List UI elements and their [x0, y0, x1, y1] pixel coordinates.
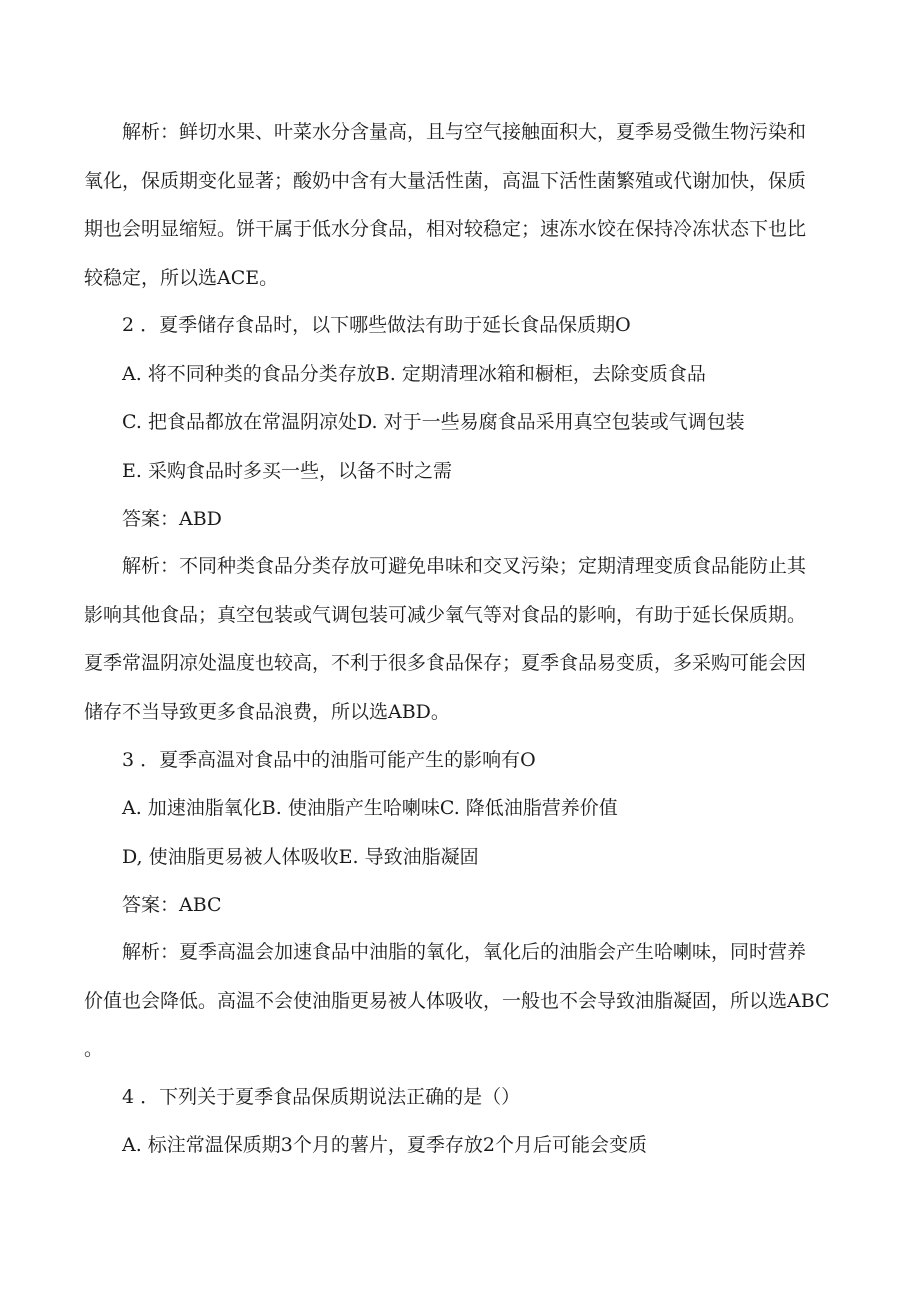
question-3-analysis: [84, 928, 844, 1074]
question-3-analysis-line-1: 解析：夏季高温会加速食品中油脂的氧化，氧化后的油脂会产生哈喇味，同时营养: [122, 941, 807, 963]
question-2-analysis-line-4: 储存不当导致更多食品浪费，所以选ABD。: [84, 700, 450, 723]
question-3-answer: 答案：ABC: [122, 894, 222, 916]
analysis-1-line-1: 解析：鲜切水果、叶菜水分含量高，且与空气接触面积大，夏季易受微生物污染和: [122, 121, 807, 143]
question-3-options-line-2: D, 使油脂更易被人体吸收E. 导致油脂凝固: [122, 846, 479, 868]
question-2-analysis-line-1: 解析：不同种类食品分类存放可避免串味和交叉污染；定期清理变质食品能防止其: [122, 555, 807, 577]
analysis-1-line-3: 期也会明显缩短。饼干属于低水分食品，相对较稳定；速冻水饺在保持冷冻状态下也比: [84, 218, 807, 240]
analysis-1-line-2: 氧化，保质期变化显著；酸奶中含有大量活性菌，高温下活性菌繁殖或代谢加快，保质: [84, 169, 807, 192]
question-2-answer: 答案：ABD: [122, 508, 222, 530]
analysis-paragraph-1: [84, 108, 844, 302]
question-2-options-line-1: A. 将不同种类的食品分类存放B. 定期清理冰箱和橱柜，去除变质食品: [122, 363, 706, 385]
question-2-analysis-line-3: 夏季常温阴凉处温度也较高，不利于很多食品保存；夏季食品易变质，多采购可能会因: [84, 652, 807, 674]
question-3-title: 3 ．夏季高温对食品中的油脂可能产生的影响有O: [122, 749, 536, 771]
question-2-options-line-2: C. 把食品都放在常温阴凉处D. 对于一些易腐食品采用真空包装或气调包装: [122, 411, 745, 433]
question-3-options-line-1: A. 加速油脂氧化B. 使油脂产生哈喇味C. 降低油脂营养价值: [122, 797, 618, 819]
question-3-analysis-line-3: 。: [84, 1038, 104, 1060]
question-2-analysis-line-2: 影响其他食品；真空包装或气调包装可减少氧气等对食品的影响，有助于延长保质期。: [84, 603, 807, 626]
question-4-options-line-1: A. 标注常温保质期3个月的薯片，夏季存放2个月后可能会变质: [122, 1134, 647, 1156]
question-4-title: 4 ．下列关于夏季食品保质期说法正确的是（）: [122, 1086, 521, 1108]
question-2-options-line-3: E. 采购食品时多买一些，以备不时之需: [122, 460, 452, 482]
analysis-1-line-4: 较稳定，所以选ACE。: [84, 266, 279, 289]
question-2-title: 2 ．夏季储存食品时，以下哪些做法有助于延长食品保质期O: [122, 314, 631, 336]
question-2-analysis: [84, 542, 844, 736]
question-3-analysis-line-2: 价值也会降低。高温不会使油脂更易被人体吸收，一般也不会导致油脂凝固，所以选ABC: [84, 989, 830, 1012]
